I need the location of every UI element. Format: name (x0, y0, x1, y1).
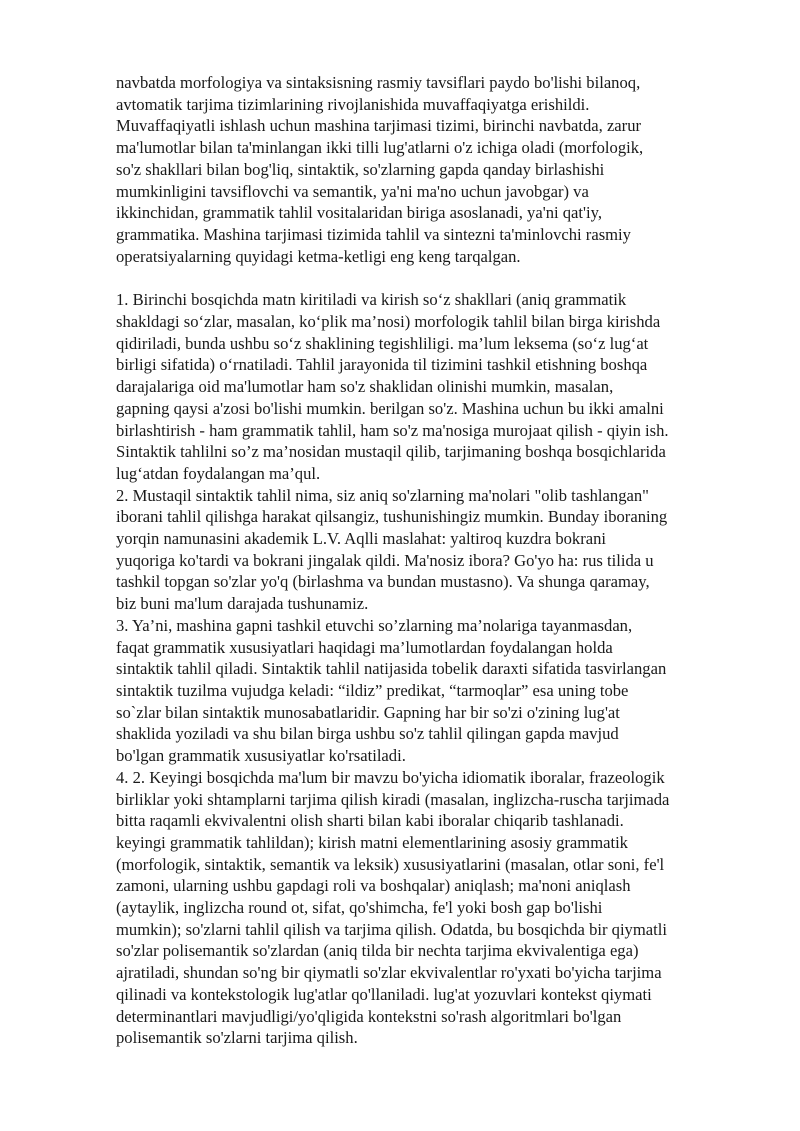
document-page (116, 72, 736, 1049)
step-3-paragraph: 3. Ya’ni, mashina gapni tashkil etuvchi so’zlarning ma’nolariga tayanmasdan, faqat grammatik xususiyatlari haqidagi ma’lumotlardan foydalangan holda sintaktik tahlil qiladi. Sintaktik tahlil natijasida tobelik daraxti sifatida tasvirlangan sintaktik tuzilma vujudga keladi: “ildiz” predikat, “tarmoqlar” esa uning tobe so`zlar bilan sintaktik munosabatlaridir. Gapning har bir so'zi o'zining lug'at shaklida yoziladi va shu bilan birga ushbu so'z tahlil qilingan gapda mavjud bo'lgan grammatik xususiyatlar ko'rsatiladi. (116, 615, 667, 766)
paragraph-gap (116, 267, 736, 289)
intro-paragraph: navbatda morfologiya va sintaksisning rasmiy tavsiflari paydo bo'lishi bilanoq, avtomatik tarjima tizimlarining rivojlanishida muvaffaqiyatga erishildi. Muvaffaqiyatli ishlash uchun mashina tarjimasi tizimi, birinchi navbatda, zarur ma'lumotlar bilan ta'minlangan ikki tilli lug'atlarni o'z ichiga oladi (morfologik, so'z shakllari bilan bog'liq, sintaktik, so'zlarning gapda qanday birlashishi mumkinligini tavsiflovchi va semantik, ya'ni ma'no uchun javobgar) va ikkinchidan, grammatik tahlil vositalaridan biriga asoslanadi, ya'ni qat'iy, grammatika. Mashina tarjimasi tizimida tahlil va sintezni ta'minlovchi rasmiy operatsiyalarning quyidagi ketma-ketligi eng keng tarqalgan. (116, 73, 644, 266)
step-2-paragraph: 2. Mustaqil sintaktik tahlil nima, siz aniq so'zlarning ma'nolari "olib tashlangan" iborani tahlil qilishga harakat qilsangiz, tushunishingiz mumkin. Bunday iboraning yorqin namunasini akademik L.V. Aqlli maslahat: yaltiroq kuzdra bokrani yuqoriga ko'tardi va bokrani jingalak qildi. Ma'nosiz ibora? Go'yo ha: rus tilida u tashkil topgan so'zlar yo'q (birlashma va bundan mustasno). Va shunga qaramay, biz buni ma'lum darajada tushunamiz. (116, 485, 668, 614)
step-1-paragraph: 1. Birinchi bosqichda matn kiritiladi va kirish so‘z shakllari (aniq grammatik shakldagi so‘zlar, masalan, ko‘plik ma’nosi) morfologik tahlil bilan birga kirishda qidiriladi, bunda ushbu so‘z shaklining tegishliligi. ma’lum leksema (so‘z lug‘at birligi sifatida) o‘rnatiladi. Tahlil jarayonida til tizimini tashkil etishning boshqa darajalariga oid ma'lumotlar ham so'z shaklidan olinishi mumkin, masalan, gapning qaysi a'zosi bo'lishi mumkin. berilgan so'z. Mashina uchun bu ikki amalni birlashtirish - ham grammatik tahlil, ham so'z ma'nosiga murojaat qilish - qiyin ish. Sintaktik tahlilni so’z ma’nosidan mustaqil qilib, tarjimaning boshqa bosqichlarida lug‘atdan foydalangan ma’qul. (116, 290, 669, 483)
step-4-paragraph: 4. 2. Keyingi bosqichda ma'lum bir mavzu bo'yicha idiomatik iboralar, frazeologik birliklar yoki shtamplarni tarjima qilish kiradi (masalan, inglizcha-ruscha tarjimada bitta raqamli ekvivalentni olish sharti bilan kabi iboralar chiqarib tashlanadi. keyingi grammatik tahlildan); kirish matni elementlarining asosiy grammatik (morfologik, sintaktik, semantik va leksik) xususiyatlarini (masalan, otlar soni, fe'l zamoni, ularning ushbu gapdagi roli va boshqalar) aniqlash; ma'noni aniqlash (aytaylik, inglizcha round ot, sifat, qo'shimcha, fe'l yoki bosh gap bo'lishi mumkin); so'zlarni tahlil qilish va tarjima qilish. Odatda, bu bosqichda bir qiymatli so'zlar polisemantik so'zlardan (aniq tilda bir nechta tarjima ekvivalentiga ega) ajratiladi, shundan so'ng bir qiymatli so'zlar ekvivalentlar ro'yxati bo'yicha tarjima qilinadi va kontekstologik lug'atlar qo'llaniladi. lug'at yozuvlari kontekst qiymati determinantlari mavjudligi/yo'qligida kontekstni so'rash algoritmlari bo'lgan polisemantik so'zlarni tarjima qilish. (116, 767, 670, 1048)
